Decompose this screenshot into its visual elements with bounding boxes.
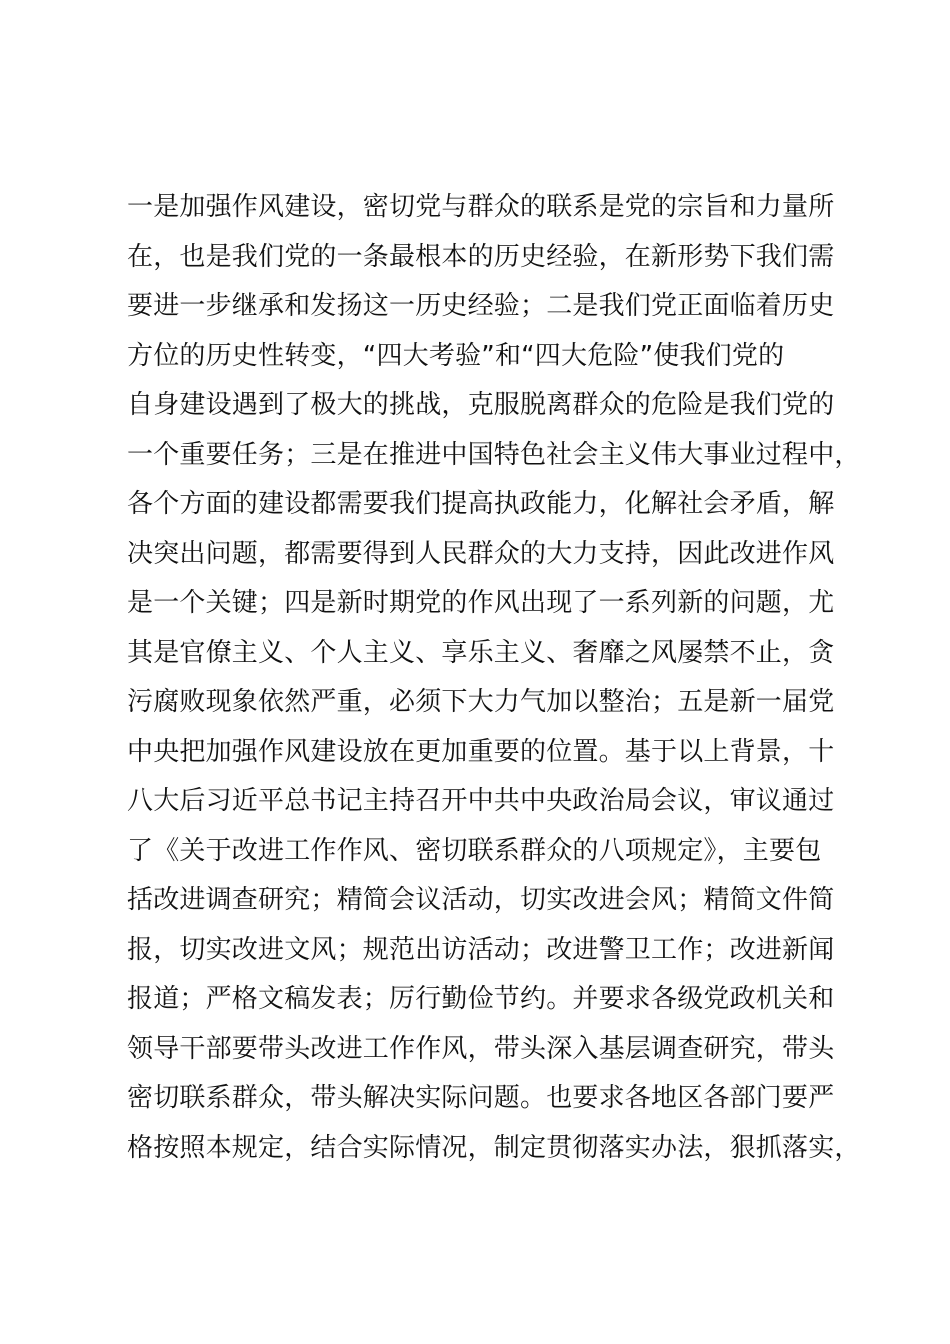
paragraph-line-11: 污腐败现象依然严重，必须下大力气加以整治；五是新一届党 [127, 687, 835, 717]
paragraph-line-10: 其是官僚主义、个人主义、享乐主义、奢靡之风屡禁不止，贪 [127, 637, 835, 668]
paragraph-line-16: 报，切实改进文风；规范出访活动；改进警卫工作；改进新闻 [127, 934, 835, 965]
paragraph-line-13: 八大后习近平总书记主持召开中共中央政治局会议，审议通过 [127, 786, 835, 816]
body-paragraph [127, 183, 867, 1173]
paragraph-line-8: 决突出问题，都需要得到人民群众的大力支持，因此改进作风 [127, 538, 835, 569]
paragraph-line-18: 领导干部要带头改进工作作风，带头深入基层调查研究，带头 [127, 1033, 835, 1064]
paragraph-line-19: 密切联系群众，带头解决实际问题。也要求各地区各部门要严 [127, 1083, 835, 1113]
paragraph-line-7: 各个方面的建设都需要我们提高执政能力，化解社会矛盾，解 [127, 489, 835, 519]
paragraph-line-1: 一是加强作风建设，密切党与群众的联系是党的宗旨和力量所 [127, 192, 835, 222]
paragraph-line-3: 要进一步继承和发扬这一历史经验；二是我们党正面临着历史 [127, 291, 835, 321]
paragraph-line-6: 一个重要任务；三是在推进中国特色社会主义伟大事业过程中， [127, 439, 861, 470]
paragraph-line-2: 在，也是我们党的一条最根本的历史经验，在新形势下我们需 [127, 241, 835, 272]
paragraph-line-5: 自身建设遇到了极大的挑战，克服脱离群众的危险是我们党的 [127, 390, 835, 420]
paragraph-line-20: 格按照本规定，结合实际情况，制定贯彻落实办法，狠抓落实， [127, 1132, 861, 1163]
paragraph-line-17: 报道；严格文稿发表；厉行勤俭节约。并要求各级党政机关和 [127, 984, 835, 1014]
paragraph-line-12: 中央把加强作风建设放在更加重要的位置。基于以上背景，十 [127, 736, 835, 767]
paragraph-line-14: 了《关于改进工作作风、密切联系群众的八项规定》，主要包 [127, 835, 822, 866]
paragraph-line-4: 方位的历史性转变，“四大考验”和“四大危险”使我们党的 [127, 340, 785, 371]
paragraph-line-9: 是一个关键；四是新时期党的作风出现了一系列新的问题，尤 [127, 588, 835, 618]
paragraph-line-15: 括改进调查研究；精简会议活动，切实改进会风；精简文件简 [127, 885, 835, 915]
